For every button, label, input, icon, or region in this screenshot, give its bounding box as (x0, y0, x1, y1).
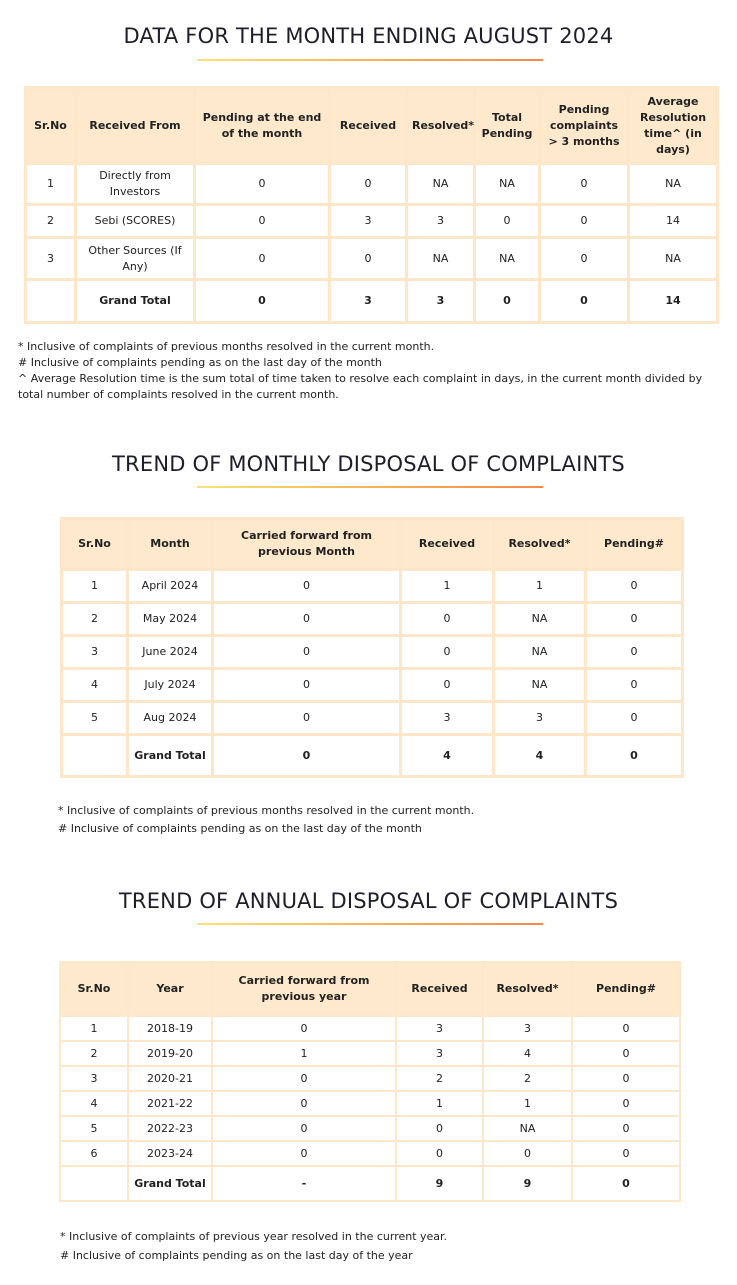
table-cell: Grand Total (128, 1166, 212, 1201)
column-header: Resolved* (483, 962, 572, 1016)
table-cell: - (212, 1166, 396, 1201)
table-cell: 0 (540, 238, 629, 280)
table-cell: 1 (62, 570, 128, 603)
table-cell: 0 (586, 702, 683, 735)
annual-trend-title: TREND OF ANNUAL DISPOSAL OF COMPLAINTS (118, 889, 619, 913)
table-cell: 0 (213, 603, 401, 636)
table-row (60, 1066, 680, 1091)
column-header: Year (128, 962, 212, 1016)
table-cell: NA (629, 164, 718, 205)
table-cell: 4 (483, 1041, 572, 1066)
table-cell: 0 (572, 1041, 680, 1066)
table-cell: 0 (540, 164, 629, 205)
monthly-trend-table (60, 517, 684, 778)
table-cell: 3 (330, 205, 407, 238)
table-row (26, 238, 718, 280)
table-cell: 0 (586, 735, 683, 777)
table-cell: NA (483, 1116, 572, 1141)
table-cell: 9 (396, 1166, 483, 1201)
table-cell: 6 (60, 1141, 128, 1166)
table-cell: NA (494, 669, 586, 702)
table-cell: 1 (26, 164, 76, 205)
table-cell: 2 (396, 1066, 483, 1091)
table-cell: 4 (494, 735, 586, 777)
table-row (60, 1141, 680, 1166)
table-cell: 0 (212, 1091, 396, 1116)
table-cell: 1 (212, 1041, 396, 1066)
table-cell: 4 (60, 1091, 128, 1116)
table-cell: 3 (396, 1016, 483, 1041)
table-cell: 2018-19 (128, 1016, 212, 1041)
column-header: Sr.No (62, 519, 128, 570)
column-header: Resolved* (407, 88, 475, 164)
table-cell: 0 (586, 669, 683, 702)
table-cell: 0 (330, 164, 407, 205)
table-row (60, 1016, 680, 1041)
table-cell: 0 (586, 603, 683, 636)
table-cell: 2 (483, 1066, 572, 1091)
table-cell: 0 (401, 603, 494, 636)
grand-total-row (26, 280, 718, 323)
table-row (26, 164, 718, 205)
note-pending: # Inclusive of complaints pending as on the last day of the month (58, 822, 422, 835)
header-row (26, 88, 718, 164)
table-cell: 9 (483, 1166, 572, 1201)
title-underline (197, 486, 543, 488)
table-cell: 0 (330, 238, 407, 280)
table-cell: 0 (195, 238, 330, 280)
table-cell: 0 (475, 280, 540, 323)
table-cell: NA (475, 238, 540, 280)
table-row (62, 570, 683, 603)
annual-trend-table (59, 961, 681, 1202)
table-cell: 0 (213, 702, 401, 735)
column-header: Received (401, 519, 494, 570)
table-cell: 0 (401, 636, 494, 669)
table-cell: 0 (572, 1141, 680, 1166)
table-cell: 0 (195, 164, 330, 205)
table-cell: 3 (407, 205, 475, 238)
column-header: Carried forward from previous year (212, 962, 396, 1016)
column-header: Carried forward from previous Month (213, 519, 401, 570)
table-cell: 0 (401, 669, 494, 702)
table-row (60, 1116, 680, 1141)
table-cell: 3 (62, 636, 128, 669)
table-cell: 4 (62, 669, 128, 702)
grand-total-row (60, 1166, 680, 1201)
monthly-trend-notes (58, 803, 718, 837)
table-cell: 0 (475, 205, 540, 238)
table-cell: June 2024 (128, 636, 213, 669)
table-row (62, 636, 683, 669)
table-cell: 0 (483, 1141, 572, 1166)
table-cell: NA (407, 164, 475, 205)
table-cell: 2021-22 (128, 1091, 212, 1116)
table-row (60, 1041, 680, 1066)
table-cell: Directly from Investors (76, 164, 195, 205)
column-header: Pending complaints > 3 months (540, 88, 629, 164)
monthly-data-title: DATA FOR THE MONTH ENDING AUGUST 2024 (123, 24, 614, 48)
title-underline (197, 59, 543, 61)
table-cell: 2019-20 (128, 1041, 212, 1066)
table-cell: 0 (572, 1016, 680, 1041)
table-cell: 0 (572, 1066, 680, 1091)
table-cell: NA (494, 603, 586, 636)
table-cell: 2 (26, 205, 76, 238)
column-header: Pending at the end of the month (195, 88, 330, 164)
table-cell: July 2024 (128, 669, 213, 702)
table-cell: 0 (540, 280, 629, 323)
column-header: Received From (76, 88, 195, 164)
table-cell: 2022-23 (128, 1116, 212, 1141)
table-cell: 3 (396, 1041, 483, 1066)
table-cell: Grand Total (128, 735, 213, 777)
table-cell: 1 (401, 570, 494, 603)
table-cell: NA (475, 164, 540, 205)
table-cell: 3 (60, 1066, 128, 1091)
table-row (62, 669, 683, 702)
table-cell: Sebi (SCORES) (76, 205, 195, 238)
table-cell: 0 (212, 1016, 396, 1041)
table-cell: 5 (60, 1116, 128, 1141)
table-cell: 2 (60, 1041, 128, 1066)
annual-trend-notes (60, 1229, 720, 1264)
column-header: Resolved* (494, 519, 586, 570)
table-cell (62, 735, 128, 777)
table-row (62, 702, 683, 735)
table-cell: 0 (396, 1141, 483, 1166)
table-cell: NA (407, 238, 475, 280)
note-pending: # Inclusive of complaints pending as on the last day of the year (60, 1249, 413, 1262)
table-cell: May 2024 (128, 603, 213, 636)
table-cell: 1 (60, 1016, 128, 1041)
column-header: Total Pending (475, 88, 540, 164)
table-cell: 2 (62, 603, 128, 636)
table-cell: 0 (213, 636, 401, 669)
table-cell: 0 (540, 205, 629, 238)
column-header: Month (128, 519, 213, 570)
table-cell: 0 (212, 1116, 396, 1141)
table-row (60, 1091, 680, 1116)
title-underline (197, 923, 543, 925)
monthly-trend-title: TREND OF MONTHLY DISPOSAL OF COMPLAINTS (112, 452, 625, 476)
table-cell: 2020-21 (128, 1066, 212, 1091)
table-cell: NA (629, 238, 718, 280)
table-cell: 0 (586, 636, 683, 669)
column-header: Average Resolution time^ (in days) (629, 88, 718, 164)
table-cell: 3 (407, 280, 475, 323)
table-cell: 0 (212, 1066, 396, 1091)
table-cell: 3 (401, 702, 494, 735)
table-cell: April 2024 (128, 570, 213, 603)
column-header: Sr.No (60, 962, 128, 1016)
column-header: Received (396, 962, 483, 1016)
table-cell: 0 (213, 669, 401, 702)
table-cell: 0 (572, 1116, 680, 1141)
table-cell: 3 (330, 280, 407, 323)
note-resolved: * Inclusive of complaints of previous months resolved in the current month. (58, 804, 475, 817)
table-cell: Grand Total (76, 280, 195, 323)
table-cell: 14 (629, 205, 718, 238)
column-header: Pending# (586, 519, 683, 570)
table-cell: 0 (212, 1141, 396, 1166)
grand-total-row (62, 735, 683, 777)
column-header: Pending# (572, 962, 680, 1016)
table-cell: 0 (213, 570, 401, 603)
table-cell: 5 (62, 702, 128, 735)
header-row (62, 519, 683, 570)
table-cell: 0 (195, 205, 330, 238)
table-cell: 0 (396, 1116, 483, 1141)
table-row (62, 603, 683, 636)
table-cell: 2023-24 (128, 1141, 212, 1166)
monthly-data-notes (18, 339, 718, 403)
table-cell: 14 (629, 280, 718, 323)
table-cell: 1 (396, 1091, 483, 1116)
table-cell: 3 (26, 238, 76, 280)
column-header: Sr.No (26, 88, 76, 164)
table-cell: Aug 2024 (128, 702, 213, 735)
header-row (60, 962, 680, 1016)
monthly-data-table (24, 86, 719, 324)
note-resolved: * Inclusive of complaints of previous year resolved in the current year. (60, 1230, 448, 1243)
note-pending: # Inclusive of complaints pending as on the last day of the month (18, 356, 382, 369)
table-cell (26, 280, 76, 323)
table-cell: 0 (195, 280, 330, 323)
table-cell: 1 (494, 570, 586, 603)
table-cell (60, 1166, 128, 1201)
table-cell: 4 (401, 735, 494, 777)
table-cell: 3 (494, 702, 586, 735)
table-cell: Other Sources (If Any) (76, 238, 195, 280)
note-resolved: * Inclusive of complaints of previous months resolved in the current month. (18, 340, 435, 353)
table-cell: 3 (483, 1016, 572, 1041)
table-cell: 0 (213, 735, 401, 777)
column-header: Received (330, 88, 407, 164)
table-cell: 1 (483, 1091, 572, 1116)
table-cell: 0 (572, 1166, 680, 1201)
table-cell: NA (494, 636, 586, 669)
table-cell: 0 (586, 570, 683, 603)
table-cell: 0 (572, 1091, 680, 1116)
note-average-resolution: ^ Average Resolution time is the sum total of time taken to resolve each complaint in days, in the current month divided by total number of complaints resolved in the current month. (18, 372, 703, 401)
table-row (26, 205, 718, 238)
